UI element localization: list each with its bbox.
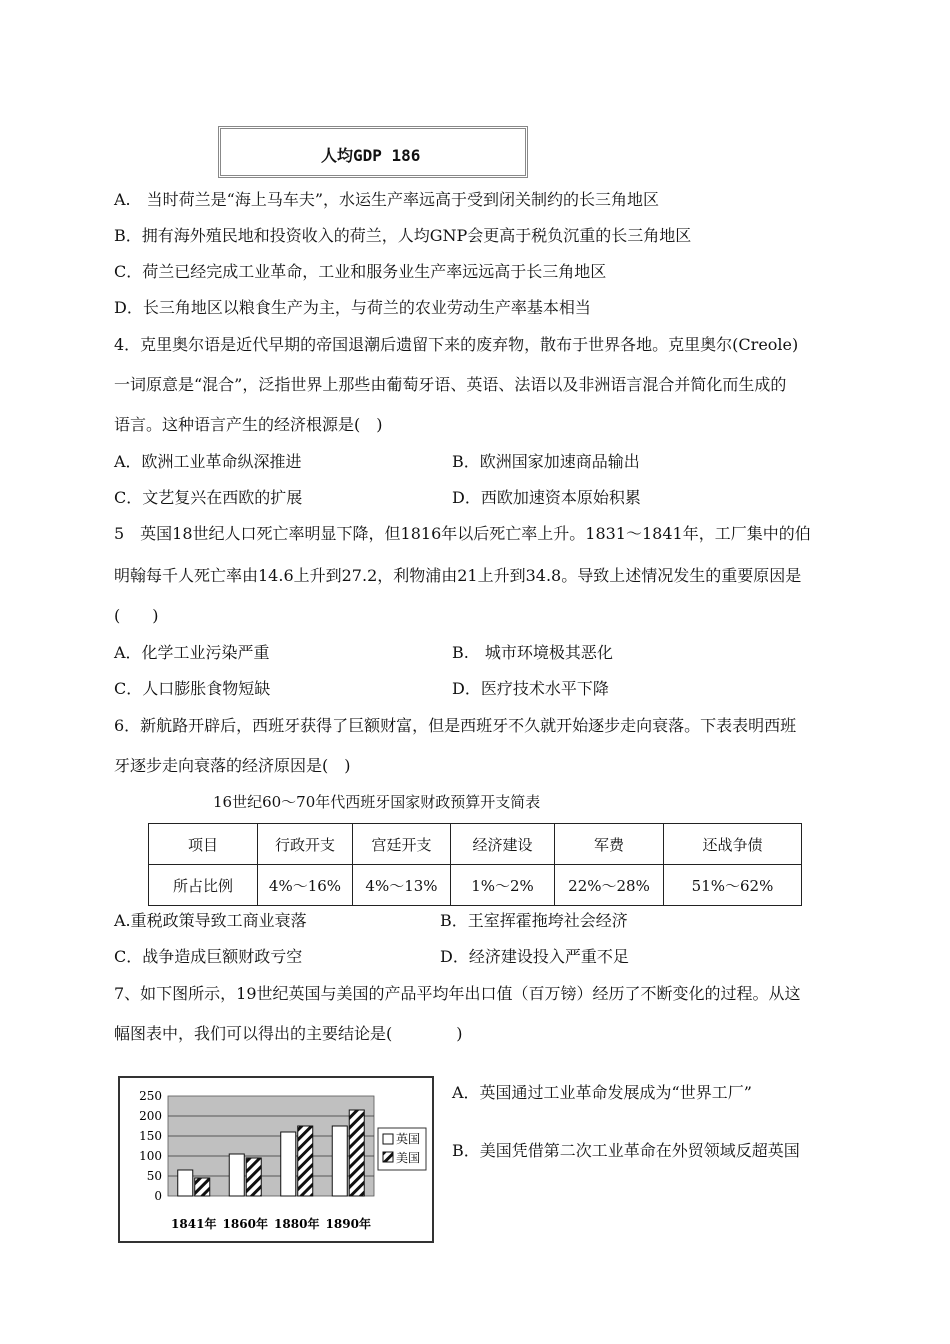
table-cell: 1%～2% — [451, 865, 555, 906]
q5-line-1: 5 英国18世纪人口死亡率明显下降，但1816年以后死亡率上升。1831～1841年，工厂集中的伯 — [114, 524, 811, 543]
q6-table-title: 16世纪60～70年代西班牙国家财政预算开支简表 — [213, 793, 541, 811]
bar-us-0 — [195, 1178, 210, 1196]
bar-us-2 — [298, 1126, 313, 1196]
header-cell: 还战争债 — [664, 824, 802, 865]
legend-label-uk: 英国 — [396, 1132, 421, 1146]
budget-table-header-row — [149, 824, 802, 865]
q6-option-d: D．经济建设投入严重不足 — [440, 947, 629, 966]
bar-uk-3 — [332, 1126, 347, 1196]
bar-us-3 — [349, 1110, 364, 1196]
gdp-box-text: 人均GDP 186 — [321, 146, 421, 165]
bar-us-1 — [246, 1158, 261, 1196]
header-cell: 宫廷开支 — [353, 824, 451, 865]
bar-uk-2 — [281, 1132, 296, 1196]
q6-option-b: B．王室挥霍拖垮社会经济 — [440, 911, 628, 930]
legend-swatch-uk — [383, 1134, 393, 1144]
q4-line-1: 4．克里奥尔语是近代早期的帝国退潮后遗留下来的废弃物，散布于世界各地。克里奥尔(Creole) — [114, 335, 799, 354]
q5-option-b: B. 城市环境极其恶化 — [452, 643, 613, 662]
budget-table — [148, 823, 802, 906]
chart-legend — [378, 1128, 426, 1170]
x-tick-label: 1841年 — [171, 1217, 217, 1231]
table-cell: 51%～62% — [664, 865, 802, 906]
q4-option-d: D．西欧加速资本原始积累 — [452, 488, 641, 507]
export-bar-chart — [120, 1078, 432, 1241]
q5-option-a: A．化学工业污染严重 — [114, 643, 270, 662]
export-chart-frame — [118, 1076, 434, 1243]
header-cell: 项目 — [149, 824, 258, 865]
bar-uk-1 — [229, 1154, 244, 1196]
y-tick-label: 150 — [139, 1129, 162, 1143]
q6-option-a: A.重税政策导致工商业衰落 — [114, 911, 307, 930]
q5-line-3: ( ) — [114, 606, 159, 625]
budget-table-row — [149, 865, 802, 906]
table-cell: 所占比例 — [149, 865, 258, 906]
table-cell: 22%～28% — [555, 865, 664, 906]
q3-option-a: A. 当时荷兰是“海上马车夫”，水运生产率远高于受到闭关制约的长三角地区 — [114, 190, 660, 209]
q4-option-a: A．欧洲工业革命纵深推进 — [114, 452, 302, 471]
x-tick-label: 1890年 — [325, 1217, 371, 1231]
q6-line-2: 牙逐步走向衰落的经济原因是( ) — [114, 756, 351, 775]
header-cell: 行政开支 — [258, 824, 353, 865]
bar-uk-0 — [178, 1170, 193, 1196]
y-tick-label: 100 — [139, 1149, 162, 1163]
header-cell: 军费 — [555, 824, 664, 865]
q7-line-2: 幅图表中，我们可以得出的主要结论是( ) — [114, 1024, 463, 1043]
table-cell: 4%～16% — [258, 865, 353, 906]
legend-swatch-us — [383, 1152, 393, 1162]
q3-option-b: B．拥有海外殖民地和投资收入的荷兰，人均GNP会更高于税负沉重的长三角地区 — [114, 226, 692, 245]
q3-option-c: C．荷兰已经完成工业革命，工业和服务业生产率远远高于长三角地区 — [114, 262, 607, 281]
x-tick-label: 1880年 — [274, 1217, 320, 1231]
q5-option-c: C．人口膨胀食物短缺 — [114, 679, 271, 698]
y-tick-label: 200 — [139, 1109, 162, 1123]
q5-option-d: D．医疗技术水平下降 — [452, 679, 609, 698]
header-cell: 经济建设 — [451, 824, 555, 865]
q4-line-2: 一词原意是“混合”，泛指世界上那些由葡萄牙语、英语、法语以及非洲语言混合并简化而生成的 — [114, 375, 787, 394]
q5-line-2: 明翰每千人死亡率由14.6上升到27.2，利物浦由21上升到34.8。导致上述情况发生的重要原因是 — [114, 566, 802, 585]
q6-line-1: 6．新航路开辟后，西班牙获得了巨额财富，但是西班牙不久就开始逐步走向衰落。下表表明西班 — [114, 716, 797, 735]
x-tick-label: 1860年 — [222, 1217, 268, 1231]
q4-option-c: C．文艺复兴在西欧的扩展 — [114, 488, 303, 507]
q7-option-b: B．美国凭借第二次工业革命在外贸领域反超英国 — [452, 1141, 800, 1160]
y-tick-label: 50 — [146, 1169, 162, 1183]
q4-line-3: 语言。这种语言产生的经济根源是( ) — [114, 415, 383, 434]
y-tick-label: 250 — [139, 1089, 162, 1103]
q6-option-c: C．战争造成巨额财政亏空 — [114, 947, 303, 966]
q3-option-d: D．长三角地区以粮食生产为主，与荷兰的农业劳动生产率基本相当 — [114, 298, 591, 317]
table-cell: 4%～13% — [353, 865, 451, 906]
q4-option-b: B．欧洲国家加速商品输出 — [452, 452, 640, 471]
q7-option-a: A．英国通过工业革命发展成为“世界工厂” — [452, 1083, 752, 1102]
legend-label-us: 美国 — [396, 1151, 421, 1165]
gdp-box — [218, 126, 528, 178]
q7-line-1: 7、如下图所示，19世纪英国与美国的产品平均年出口值（百万镑）经历了不断变化的过程。从这 — [114, 984, 801, 1003]
y-tick-label: 0 — [154, 1189, 162, 1203]
